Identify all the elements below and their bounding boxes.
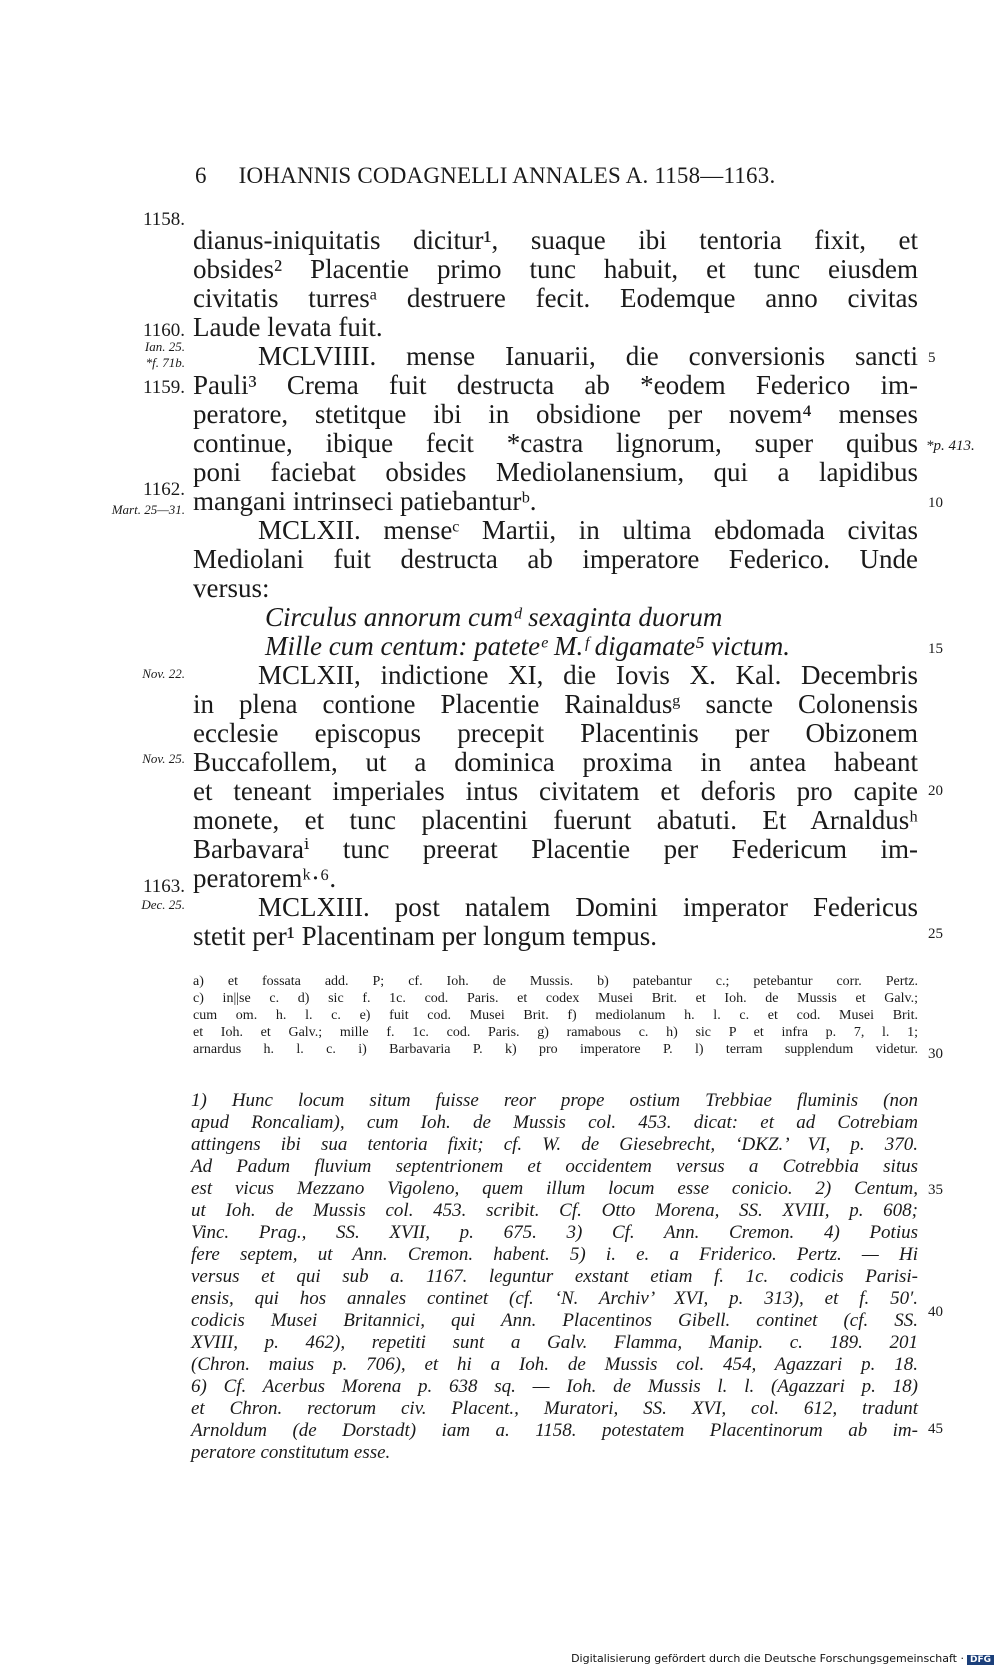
text-line: Barbavaraⁱ tunc preerat Placentie per Federicum im-: [193, 834, 918, 864]
text-line: continue, ibique fecit *castra lignorum, super quibus: [193, 428, 918, 458]
line-number: 40: [928, 1304, 943, 1320]
running-title: IOHANNIS CODAGNELLI ANNALES A. 1158—1163.: [238, 163, 776, 188]
text-line: peratore, stetitque ibi in obsidione per novem⁴ menses: [193, 399, 918, 429]
footnote-line: ut Ioh. de Mussis col. 453. scribit. Cf. Otto Morena, SS. XVIII, p. 608;: [191, 1200, 918, 1221]
footnote-line: 6) Cf. Acerbus Morena p. 638 sq. — Ioh. de Mussis l. l. (Agazzari p. 18): [191, 1376, 918, 1397]
text-line: obsides² Placentie primo tunc habuit, et tunc eiusdem: [193, 254, 918, 284]
text-line: MCLXII. menseᶜ Martii, in ultima ebdomada civitas: [258, 515, 918, 545]
text-line: versus:: [193, 573, 270, 603]
footnote-line: XVIII, p. 462), repetiti sunt a Galv. Flamma, Manip. c. 189. 201: [191, 1332, 918, 1353]
footnote-line: et Chron. rectorum civ. Placent., Muratori, SS. XVI, col. 612, tradunt: [191, 1398, 918, 1419]
text-line: ecclesie episcopus precepit Placentinis per Obizonem: [193, 718, 918, 748]
text-line: civitatis turresᵃ destruere fecit. Eodemque anno civitas: [193, 283, 918, 313]
text-line: peratoremᵏ·⁶.: [193, 863, 337, 893]
line-number: 35: [928, 1182, 943, 1198]
footnote-line: codicis Musei Britannici, qui Ann. Placentinos Gibell. continet (cf. SS.: [191, 1310, 918, 1331]
text-line: in plena contione Placentie Rainaldusᵍ sancte Colonensis: [193, 689, 918, 719]
margin-year: 1159.: [142, 377, 185, 398]
apparatus-line: c) in||se c. d) sic f. 1c. cod. Paris. et codex Musei Brit. et Ioh. de Mussis et Galv.;: [193, 991, 918, 1006]
apparatus-line: arnardus h. l. c. i) Barbavaria P. k) pro imperatore P. l) terram supplendum videtur.: [193, 1042, 918, 1057]
apparatus-line: cum om. h. l. c. e) fuit cod. Musei Brit. f) mediolanum h. l. c. et cod. Musei Brit.: [193, 1008, 918, 1023]
text-line: stetit per¹ Placentinam per longum tempus.: [193, 921, 657, 951]
margin-date: Dec. 25.: [141, 897, 185, 912]
footnote-line: est vicus Mezzano Vigoleno, quem illum locum esse conicio. 2) Centum,: [191, 1178, 918, 1199]
line-number: 10: [928, 495, 943, 511]
verse-line: Circulus annorum cumᵈ sexaginta duorum: [265, 602, 723, 632]
footnote-line: apud Roncaliam), cum Ioh. de Mussis col. 453. dicat: et ad Cotrebiam: [191, 1112, 918, 1133]
verse-line: Mille cum centum: pateteᵉ M.ᶠ digamate⁵ victum.: [265, 631, 790, 661]
text-line: et teneant imperiales intus civitatem et deforis pro capite: [193, 776, 918, 806]
footnote-line: versus et qui sub a. 1167. leguntur exstant etiam f. 1c. codicis Parisi-: [191, 1266, 918, 1287]
page-number: 6: [195, 163, 207, 188]
footnote-line: Ad Padum fluvium septentrionem et occidentem versus a Cotrebbia situs: [191, 1156, 918, 1177]
apparatus-line: a) et fossata add. P; cf. Ioh. de Mussis. b) patebantur c.; petebantur corr. Pertz.: [193, 974, 918, 989]
text-line: mangani intrinseci patiebanturᵇ.: [193, 486, 537, 516]
margin-date: Ian. 25.: [144, 339, 185, 354]
footnote-line: ensis, qui hos annales continet (cf. ‘N. Archiv’ XVI, p. 313), et f. 50′.: [191, 1288, 918, 1309]
margin-date: Nov. 22.: [142, 666, 185, 681]
text-line: monete, et tunc placentini fuerunt abatuti. Et Arnaldusʰ: [193, 805, 918, 835]
line-number: 20: [928, 783, 943, 799]
line-number: 5: [928, 350, 936, 366]
dfg-logo: DFG: [967, 1655, 994, 1665]
footnote-line: Vinc. Prag., SS. XVII, p. 675. 3) Cf. Ann. Cremon. 4) Potius: [191, 1222, 918, 1243]
margin-year: 1160.: [142, 320, 185, 341]
margin-year: 1158.: [142, 209, 185, 230]
footnote-line: attingens ibi sua tentoria fixit; cf. W. de Giesebrecht, ‘DKZ.’ VI, p. 370.: [191, 1134, 918, 1155]
text-line: Pauli³ Crema fuit destructa ab *eodem Federico im-: [193, 370, 918, 400]
text-line: Mediolani fuit destructa ab imperatore Federico. Unde: [193, 544, 918, 574]
footnote-line: peratore constitutum esse.: [191, 1442, 391, 1463]
footnote-line: 1) Hunc locum situm fuisse reor prope ostium Trebbiae fluminis (non: [191, 1090, 918, 1111]
running-header: [195, 163, 865, 189]
digitization-credit: [571, 1652, 994, 1665]
apparatus-line: et Ioh. et Galv.; mille f. 1c. cod. Paris. g) ramabous c. h) sic P et infra p. 7, l. 1;: [193, 1025, 918, 1040]
margin-date: Mart. 25—31.: [111, 502, 185, 517]
text-line: Laude levata fuit.: [193, 312, 383, 342]
text-line: MCLXIII. post natalem Domini imperator Federicus: [258, 892, 918, 922]
margin-page-ref: *p. 413.: [926, 438, 975, 454]
text-line: MCLXII, indictione XI, die Iovis X. Kal. Decembris: [258, 660, 918, 690]
footnote-line: fere septem, ut Ann. Cremon. habent. 5) i. e. a Friderico. Pertz. — Hi: [191, 1244, 918, 1265]
text-line: Buccafollem, ut a dominica proxima in antea habeant: [193, 747, 918, 777]
margin-year: 1162.: [142, 479, 185, 500]
line-number: 15: [928, 641, 943, 657]
line-number: 30: [928, 1046, 943, 1062]
line-number: 45: [928, 1421, 943, 1437]
text-line: dianus-iniquitatis dicitur¹, suaque ibi tentoria fixit, et: [193, 225, 918, 255]
text-line: poni faciebat obsides Mediolanensium, qui a lapidibus: [193, 457, 918, 487]
margin-folio: *f. 71b.: [145, 355, 185, 370]
margin-year: 1163.: [142, 876, 185, 897]
line-number: 25: [928, 926, 943, 942]
text-line: MCLVIIII. mense Ianuarii, die conversionis sancti: [258, 341, 918, 371]
margin-date: Nov. 25.: [142, 751, 185, 766]
footnote-line: Arnoldum (de Dorstadt) iam a. 1158. potestatem Placentinorum ab im-: [191, 1420, 918, 1441]
footnote-line: (Chron. maius p. 706), et hi a Ioh. de Mussis col. 454, Agazzari p. 18.: [191, 1354, 918, 1375]
credit-text: Digitalisierung gefördert durch die Deutsche Forschungsgemeinschaft ·: [571, 1652, 964, 1665]
